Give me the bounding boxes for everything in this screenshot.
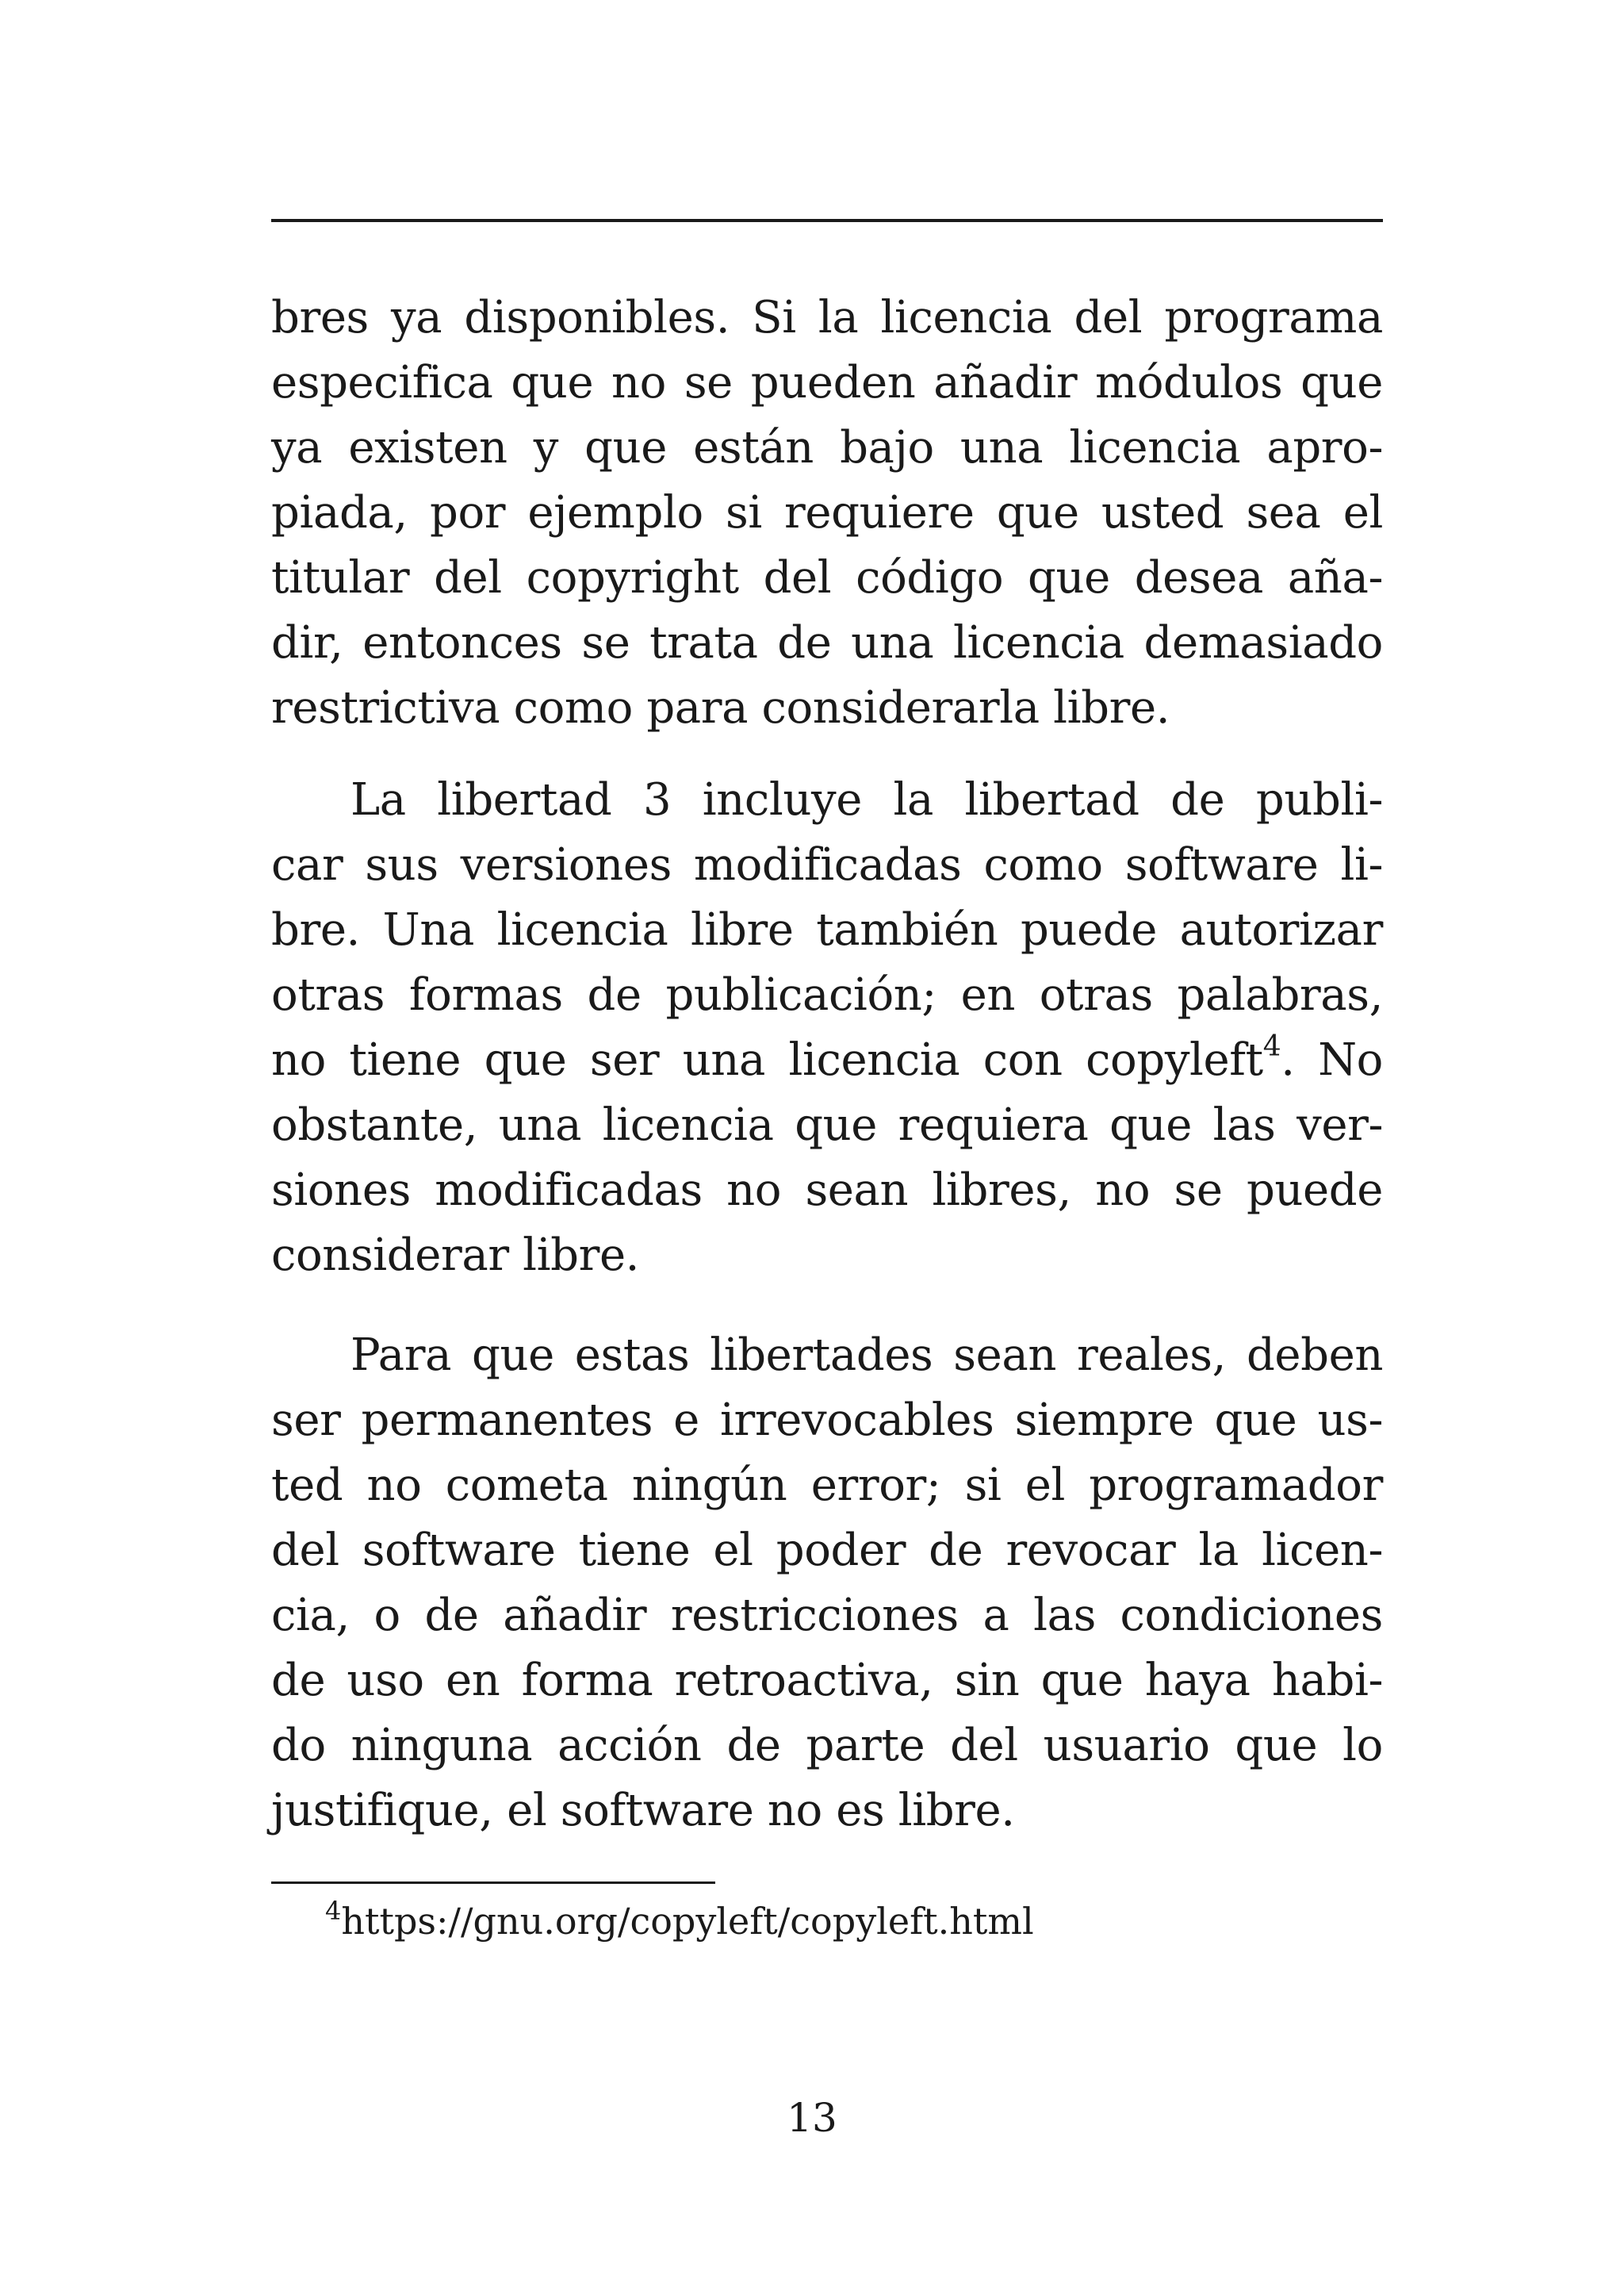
- paragraph-line: do ninguna acción de parte del usuario que lo: [271, 1720, 1383, 1771]
- paragraph-line: car sus versiones modificadas como software li-: [271, 839, 1383, 891]
- footnote-rule: [271, 1881, 715, 1884]
- paragraph-line: otras formas de publicación; en otras palabras,: [271, 969, 1383, 1021]
- paragraph-line: obstante, una licencia que requiera que las ver-: [271, 1099, 1383, 1151]
- header-rule: [271, 219, 1383, 222]
- paragraph-line: titular del copyright del código que desea aña-: [271, 552, 1383, 604]
- paragraph-line: La libertad 3 incluye la libertad de publi-: [350, 774, 1383, 826]
- paragraph-line-with-footnote: [271, 1028, 1383, 1093]
- paragraph-1: [271, 286, 1383, 741]
- page-number: 13: [787, 2095, 837, 2141]
- paragraph-line: especifica que no se pueden añadir módulos que: [271, 357, 1383, 409]
- footnote-reference: 4: [1262, 1030, 1281, 1063]
- footnote-link[interactable]: https://gnu.org/copyleft/copyleft.html: [341, 1900, 1034, 1943]
- paragraph-line: restrictiva como para considerarla libre.: [271, 682, 1170, 734]
- paragraph-line: dir, entonces se trata de una licencia demasiado: [271, 617, 1383, 669]
- paragraph-line: Para que estas libertades sean reales, deben: [350, 1329, 1383, 1381]
- paragraph-line: ted no cometa ningún error; si el programador: [271, 1460, 1383, 1511]
- paragraph-line: cia, o de añadir restricciones a las condiciones: [271, 1590, 1383, 1641]
- paragraph-line: considerar libre.: [271, 1229, 640, 1281]
- line-text: . No: [1281, 1034, 1383, 1086]
- footnote: [325, 1897, 1034, 1945]
- paragraph-line: de uso en forma retroactiva, sin que haya habi-: [271, 1655, 1383, 1706]
- paragraph-line: del software tiene el poder de revocar la licen-: [271, 1525, 1383, 1576]
- paragraph-line: ya existen y que están bajo una licencia apro-: [271, 422, 1383, 474]
- paragraph-line: bres ya disponibles. Si la licencia del programa: [271, 292, 1383, 343]
- paragraph-line: siones modificadas no sean libres, no se puede: [271, 1164, 1383, 1216]
- paragraph-line: bre. Una licencia libre también puede autorizar: [271, 904, 1383, 956]
- paragraph-3: [271, 1323, 1383, 1843]
- paragraph-2: [271, 768, 1383, 1288]
- paragraph-line: piada, por ejemplo si requiere que usted sea el: [271, 487, 1383, 539]
- line-text: no tiene que ser una licencia con copyleft: [271, 1034, 1263, 1086]
- paragraph-line: ser permanentes e irrevocables siempre que us-: [271, 1394, 1383, 1446]
- paragraph-line: justifique, el software no es libre.: [271, 1785, 1015, 1836]
- footnote-marker: 4: [325, 1896, 342, 1926]
